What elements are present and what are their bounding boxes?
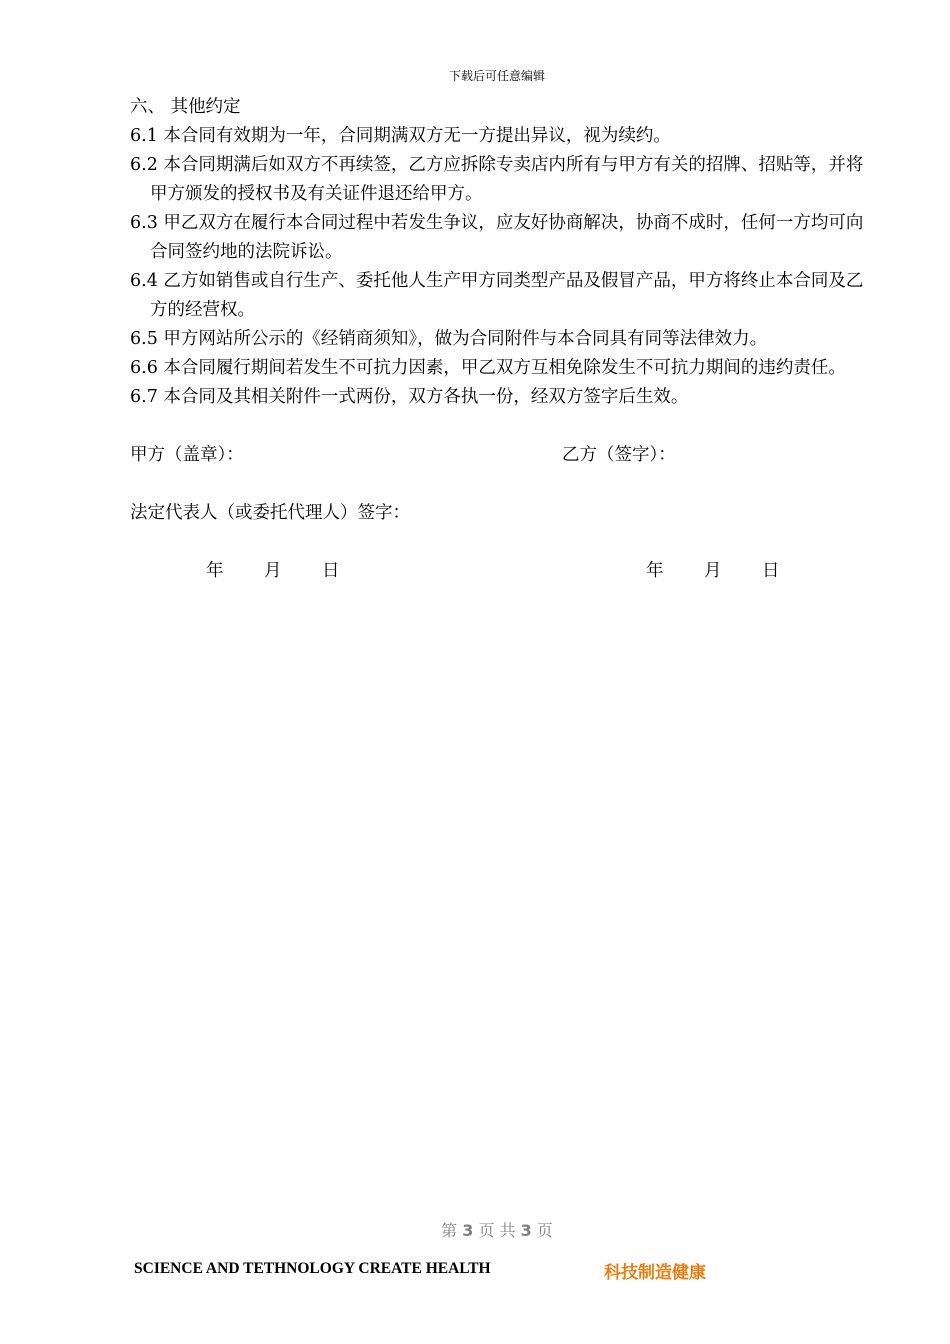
clause-6-4: 6.4 乙方如销售或自行生产、委托他人生产甲方同类型产品及假冒产品，甲方将终止本合同及乙方的经营权。	[130, 271, 864, 320]
slogan-chinese: 科技制造健康	[604, 1263, 706, 1283]
date-row	[130, 557, 865, 586]
section-title: 六、 其他约定	[130, 97, 241, 117]
document-body	[130, 93, 865, 586]
party-b-month: 月	[704, 561, 722, 581]
party-b-year: 年	[646, 561, 664, 581]
clause-6-6: 6.6 本合同履行期间若发生不可抗力因素，甲乙双方互相免除发生不可抗力期间的违约责任。	[130, 358, 846, 378]
clause-6-2: 6.2 本合同期满后如双方不再续签，乙方应拆除专卖店内所有与甲方有关的招牌、招贴等，并将甲方颁发的授权书及有关证件退还给甲方。	[130, 155, 864, 204]
party-a-year: 年	[206, 561, 224, 581]
party-a-label: 甲方（盖章）：	[130, 445, 244, 465]
slogan-english: SCIENCE AND TETHNOLOGY CREATE HEALTH	[134, 1260, 491, 1277]
clause-6-5: 6.5 甲方网站所公示的《经销商须知》，做为合同附件与本合同具有同等法律效力。	[130, 329, 768, 349]
clause-6-7: 6.7 本合同及其相关附件一式两份，双方各执一份，经双方签字后生效。	[130, 387, 689, 407]
header-note: 下载后可任意编辑	[448, 69, 545, 83]
clause-6-1: 6.1 本合同有效期为一年，合同期满双方无一方提出异议，视为续约。	[130, 126, 671, 146]
party-b-day: 日	[762, 561, 780, 581]
legal-representative-label: 法定代表人（或委托代理人）签字：	[130, 503, 410, 523]
party-a-day: 日	[322, 561, 340, 581]
clause-6-3: 6.3 甲乙双方在履行本合同过程中若发生争议，应友好协商解决，协商不成时，任何一方均可向合同签约地的法院诉讼。	[130, 213, 864, 262]
party-b-label: 乙方（签字）：	[562, 445, 676, 465]
party-a-month: 月	[264, 561, 282, 581]
page-number: 第 3 页 共 3 页	[441, 1221, 553, 1240]
signature-row	[130, 441, 865, 470]
